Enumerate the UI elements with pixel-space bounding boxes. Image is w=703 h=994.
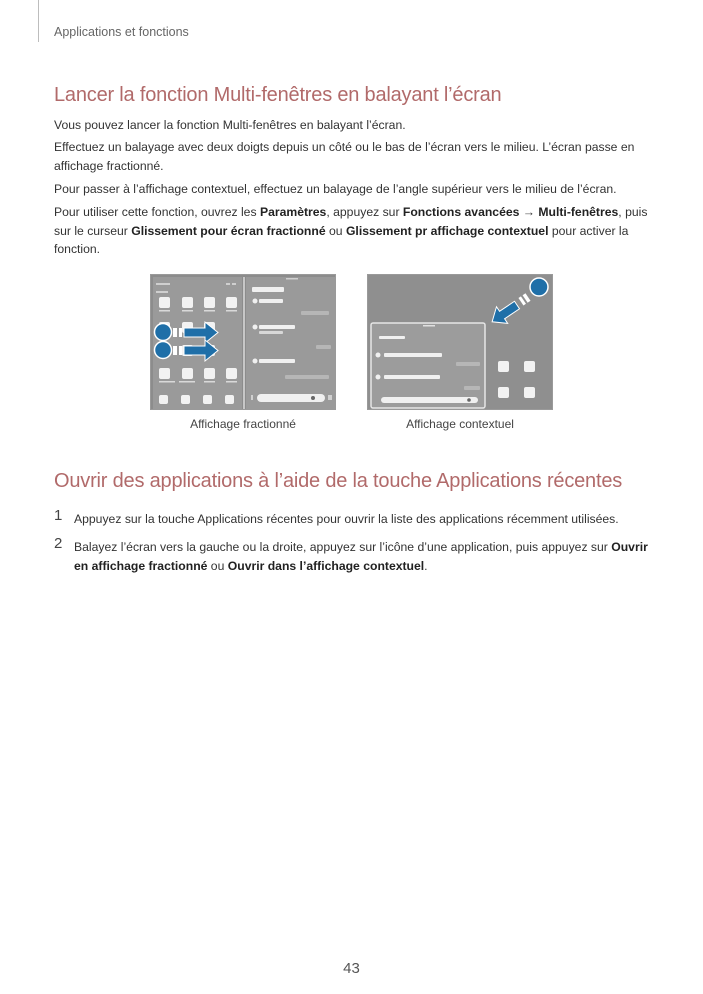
paragraph-intro: Vous pouvez lancer la fonction Multi-fenêtres en balayant l’écran. — [54, 118, 406, 132]
header-rule — [38, 0, 39, 42]
page-number: 43 — [343, 960, 360, 977]
section-title-recent-apps: Ouvrir des applications à l’aide de la touche Applications récentes — [54, 470, 623, 492]
option-open-popup: Ouvrir dans l’affichage contextuel — [227, 558, 425, 573]
step-text: Appuyez sur la touche Applications récentes pour ouvrir la liste des applications récemment utilisées. — [74, 512, 619, 526]
menu-multi-window: Multi-fenêtres — [538, 205, 619, 219]
step-text: Balayez l’écran vers la gauche ou la droite, appuyez sur l’icône d’une application, puis appuyez sur Ouvrir en affichage fractionné ou Ouvrir dans l’affichage contextuel. — [74, 540, 648, 573]
split-view-illustration-svg — [151, 275, 336, 410]
paragraph-pop-up-view: Pour passer à l’affichage contextuel, effectuez un balayage de l’angle supérieur vers le milieu de l’écran. — [54, 182, 617, 196]
paragraph-split-view: Effectuez un balayage avec deux doigts depuis un côté ou le bas de l’écran vers le milieu. L’écran passe en affichage fractionné. — [54, 140, 635, 173]
split-view-illustration — [150, 274, 336, 410]
pop-up-view-illustration-svg — [368, 275, 553, 410]
section-title-multi-window: Lancer la fonction Multi-fenêtres en balayant l’écran — [54, 84, 502, 106]
running-header: Applications et fonctions — [54, 25, 189, 39]
option-open-split: Ouvrir en affichage fractionné — [74, 540, 648, 573]
paragraph-settings-path: Pour utiliser cette fonction, ouvrez les Paramètres, appuyez sur Fonctions avancées → Multi-fenêtres, puis sur le curseur Glissement pour écran fractionné ou Glissement pr affichage contextuel pour activer la fonction. — [54, 205, 648, 256]
caption-pop-up-view: Affichage contextuel — [406, 417, 514, 431]
option-split-swipe: Glissement pour écran fractionné — [131, 223, 326, 238]
pop-up-view-illustration — [367, 274, 553, 410]
option-popup-swipe: Glissement pr affichage contextuel — [345, 223, 549, 238]
menu-advanced-features: Fonctions avancées — [402, 205, 520, 219]
menu-settings: Paramètres — [259, 205, 327, 219]
step-number: 1 — [54, 507, 63, 524]
caption-split-view: Affichage fractionné — [190, 417, 296, 431]
step-number: 2 — [54, 535, 63, 552]
